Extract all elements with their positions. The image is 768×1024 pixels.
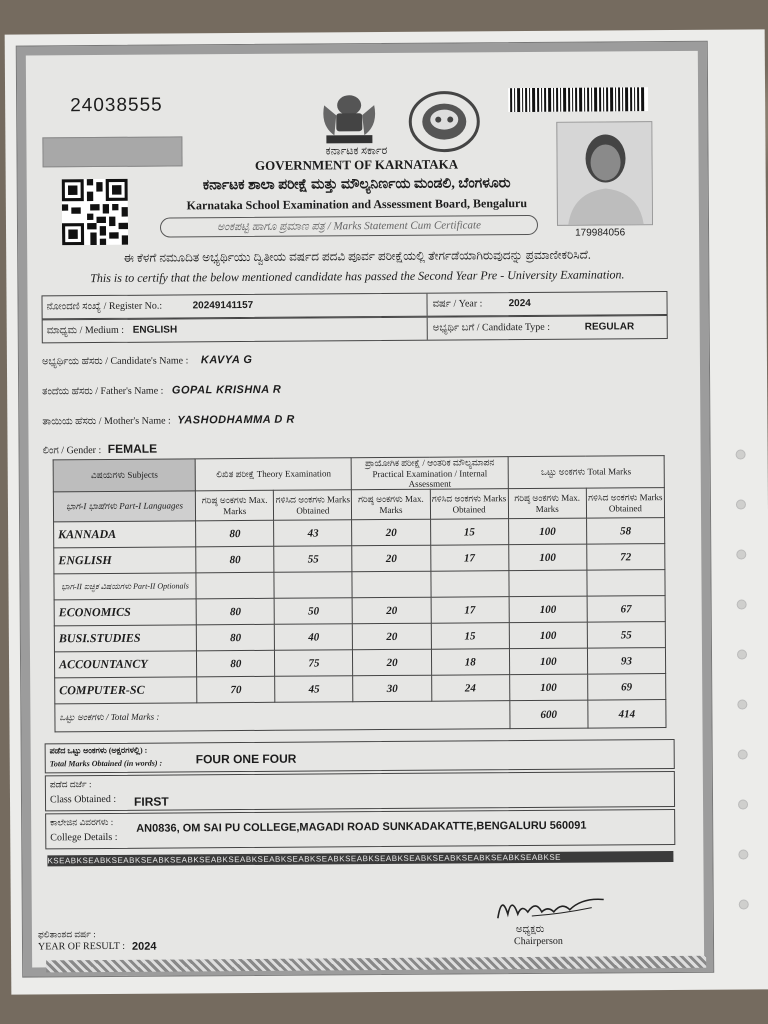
practical-obtained: 24	[431, 675, 509, 702]
gender-field	[42, 439, 157, 460]
register-label: ನೋಂದಣಿ ಸಂಖ್ಯೆ / Register No.:	[46, 300, 163, 313]
part2-header: ಭಾಗ-II ಐಚ್ಛಿಕ ವಿಷಯಗಳು Part-II Optionals	[54, 573, 196, 600]
college-label: College Details :	[50, 831, 118, 844]
security-text-strip: KSEABKSEABKSEABKSEABKSEABKSEABKSEABKSEABKSEABKSEABKSEABKSEABKSEABKSEABKSEABKSEABKSEABKSE	[47, 851, 673, 866]
candidate-name-value: KAVYA G	[200, 353, 253, 367]
practical-max: 20	[353, 649, 431, 676]
theory-obtained: 75	[275, 650, 353, 677]
total-in-words-row	[45, 739, 675, 773]
college-details-row	[45, 809, 675, 849]
header-kannada-board: ಕರ್ನಾಟಕ ಶಾಲಾ ಪರೀಕ್ಷೆ ಮತ್ತು ಮೌಲ್ಯನಿರ್ಣಯ ಮಂಡಲಿ, ಬೆಂಗಳೂರು	[202, 176, 511, 194]
candidate-name-label: ಅಭ್ಯರ್ಥಿಯ ಹೆಸರು / Candidate's Name :	[41, 355, 189, 368]
class-label-kannada: ಪಡೆದ ದರ್ಜೆ :	[49, 779, 92, 790]
class-obtained-row	[45, 771, 675, 811]
qr-code-icon	[62, 179, 128, 245]
state-emblem-icon	[316, 85, 382, 147]
max-marks-header: ಗರಿಷ್ಠ ಅಂಕಗಳು Max. Marks	[508, 488, 586, 519]
subject-name: ECONOMICS	[54, 599, 196, 626]
father-name-field	[42, 380, 281, 402]
marks-table	[53, 455, 667, 732]
year-of-result-value: 2024	[131, 940, 157, 953]
practical-max: 20	[353, 597, 431, 624]
grand-total-max: 600	[510, 700, 588, 729]
decorative-border	[46, 956, 706, 973]
total-max: 100	[509, 622, 587, 649]
total-max: 100	[509, 674, 587, 701]
subject-name: ACCOUNTANCY	[54, 651, 196, 678]
total-obtained: 69	[587, 674, 665, 701]
medium-label: ಮಾಧ್ಯಮ / Medium :	[46, 324, 125, 337]
class-value: FIRST	[133, 794, 169, 809]
candidate-type-label: ಅಭ್ಯರ್ಥಿ ಬಗೆ / Candidate Type :	[432, 321, 551, 334]
practical-obtained: 17	[431, 597, 509, 624]
header-government: GOVERNMENT OF KARNATAKA	[254, 156, 459, 173]
total-max: 100	[509, 648, 587, 675]
punch-hole	[738, 749, 748, 759]
theory-max: 80	[196, 598, 274, 625]
theory-max: 80	[196, 520, 274, 547]
subject-name: ENGLISH	[54, 547, 196, 574]
max-marks-header: ಗರಿಷ್ಠ ಅಂಕಗಳು Max. Marks	[196, 490, 274, 521]
practical-obtained: 18	[431, 649, 509, 676]
certificate-type-label: ಅಂಕಪಟ್ಟಿ ಹಾಗೂ ಪ್ರಮಾಣ ಪತ್ರ / Marks Statement Cum Certificate	[160, 215, 538, 238]
certificate-frame	[17, 42, 713, 977]
certify-text: This is to certify that the below mentioned candidate has passed the Second Year Pre - University Examination.	[90, 267, 625, 286]
gender-label: ಲಿಂಗ / Gender :	[42, 445, 102, 457]
practical-max: 20	[352, 545, 430, 572]
theory-obtained: 50	[274, 598, 352, 625]
candidate-type-value: REGULAR	[584, 321, 635, 333]
college-value: AN0836, OM SAI PU COLLEGE,MAGADI ROAD SUNKADAKATTE,BENGALURU 560091	[136, 819, 587, 835]
theory-obtained: 43	[274, 520, 352, 547]
max-marks-header: ಗರಿಷ್ಠ ಅಂಕಗಳು Max. Marks	[352, 489, 430, 520]
subject-name: BUSI.STUDIES	[54, 625, 196, 652]
punch-hole	[737, 699, 747, 709]
punch-hole	[736, 549, 746, 559]
photo-id-number: 179984056	[575, 227, 626, 239]
candidate-name-field	[42, 350, 253, 371]
barcode-icon	[508, 87, 648, 112]
theory-max: 80	[196, 546, 274, 573]
obtained-header: ಗಳಿಸಿದ ಅಂಕಗಳು Marks Obtained	[430, 489, 508, 520]
theory-obtained: 40	[275, 624, 353, 651]
total-obtained: 58	[586, 518, 664, 545]
total-marks-label: ಒಟ್ಟು ಅಂಕಗಳು / Total Marks :	[55, 701, 510, 732]
total-words-value: FOUR ONE FOUR	[195, 751, 297, 767]
header-board: Karnataka School Examination and Assessment Board, Bengaluru	[186, 196, 528, 213]
practical-obtained: 15	[431, 623, 509, 650]
theory-header: ಲಿಖಿತ ಪರೀಕ್ಷೆ Theory Examination	[195, 458, 351, 491]
total-obtained: 55	[587, 622, 665, 649]
total-max: 100	[509, 596, 587, 623]
divider	[426, 294, 427, 316]
total-words-label-kannada: ಪಡೆದ ಒಟ್ಟು ಅಂಕಗಳು (ಅಕ್ಷರಗಳಲ್ಲಿ) :	[49, 745, 148, 756]
punch-hole	[738, 799, 748, 809]
total-words-label: Total Marks Obtained (in words) :	[49, 758, 163, 769]
punch-hole	[736, 500, 746, 510]
punch-hole	[737, 599, 747, 609]
class-label: Class Obtained :	[49, 793, 117, 806]
medium-type-row	[42, 315, 668, 343]
medium-value: ENGLISH	[132, 324, 178, 336]
practical-max: 20	[353, 623, 431, 650]
practical-max: 30	[353, 675, 431, 702]
theory-max: 70	[197, 676, 275, 703]
theory-max: 80	[197, 650, 275, 677]
practical-obtained: 17	[430, 545, 508, 572]
chairperson-label: Chairperson	[513, 935, 563, 948]
total-obtained: 93	[587, 648, 665, 675]
total-obtained: 67	[587, 596, 665, 623]
divider	[427, 318, 428, 340]
obtained-header: ಗಳಿಸಿದ ಅಂಕಗಳು Marks Obtained	[586, 488, 664, 519]
subject-name: KANNADA	[54, 521, 196, 548]
chairperson-label-kannada: ಅಧ್ಯಕ್ಷರು	[515, 923, 545, 936]
gender-value: FEMALE	[107, 441, 158, 456]
year-of-result-label-kannada: ಫಲಿತಾಂಶದ ವರ್ಷ :	[37, 929, 96, 940]
college-label-kannada: ಕಾಲೇಜಿನ ವಿವರಗಳು :	[50, 816, 114, 828]
practical-max: 20	[352, 519, 430, 546]
obtained-header: ಗಳಿಸಿದ ಅಂಕಗಳು Marks Obtained	[274, 490, 352, 521]
header-kannada-government: ಕರ್ನಾಟಕ ಸರ್ಕಾರ	[325, 144, 388, 158]
chairperson-signature	[492, 889, 612, 924]
mother-name-field	[42, 410, 295, 432]
part1-header: ಭಾಗ-I ಭಾಷೆಗಳು Part-I Languages	[53, 491, 195, 522]
year-of-result-label: YEAR OF RESULT :	[37, 940, 126, 953]
practical-header: ಪ್ರಾಯೋಗಿಕ ಪರೀಕ್ಷೆ / ಆಂತರಿಕ ಮೌಲ್ಯಮಾಪನ Practical Examination / Internal Assessment	[352, 457, 508, 490]
mother-name-value: YASHODHAMMA D R	[177, 413, 295, 427]
punch-hole	[737, 649, 747, 659]
practical-obtained: 15	[430, 519, 508, 546]
year-value: 2024	[508, 297, 531, 310]
subject-name: COMPUTER-SC	[55, 677, 197, 704]
subjects-header: ವಿಷಯಗಳು Subjects	[53, 459, 195, 492]
certify-text-kannada: ಈ ಕೆಳಗೆ ನಮೂದಿತ ಅಭ್ಯರ್ಥಿಯು ದ್ವಿತೀಯ ವರ್ಷದ ಪದವಿ ಪೂರ್ವ ಪರೀಕ್ಷೆಯಲ್ಲಿ ತೇರ್ಗಡೆಯಾಗಿರುವುದನ್ನು ಪ್ರಮಾಣೀಕರಿಸಿದೆ.	[123, 247, 591, 265]
total-max: 100	[508, 518, 586, 545]
father-name-label: ತಂದೆಯ ಹೆಸರು / Father's Name :	[42, 385, 164, 398]
theory-obtained: 45	[275, 676, 353, 703]
mother-name-label: ತಾಯಿಯ ಹೆಸರು / Mother's Name :	[42, 415, 171, 428]
register-value: 20249141157	[192, 299, 254, 312]
theory-max: 80	[197, 624, 275, 651]
year-label: ವರ್ಷ / Year :	[432, 298, 483, 310]
grand-total-obtained: 414	[588, 700, 666, 729]
total-header: ಒಟ್ಟು ಅಂಕಗಳು Total Marks	[508, 456, 665, 489]
certificate-paper	[5, 29, 768, 994]
punch-hole	[736, 450, 746, 460]
theory-obtained: 55	[274, 546, 352, 573]
certificate-number: 24038555	[70, 94, 163, 117]
punch-hole	[739, 899, 749, 909]
father-name-value: GOPAL KRISHNA R	[171, 383, 282, 397]
total-max: 100	[508, 544, 586, 571]
total-obtained: 72	[587, 544, 665, 571]
punch-hole	[738, 849, 748, 859]
